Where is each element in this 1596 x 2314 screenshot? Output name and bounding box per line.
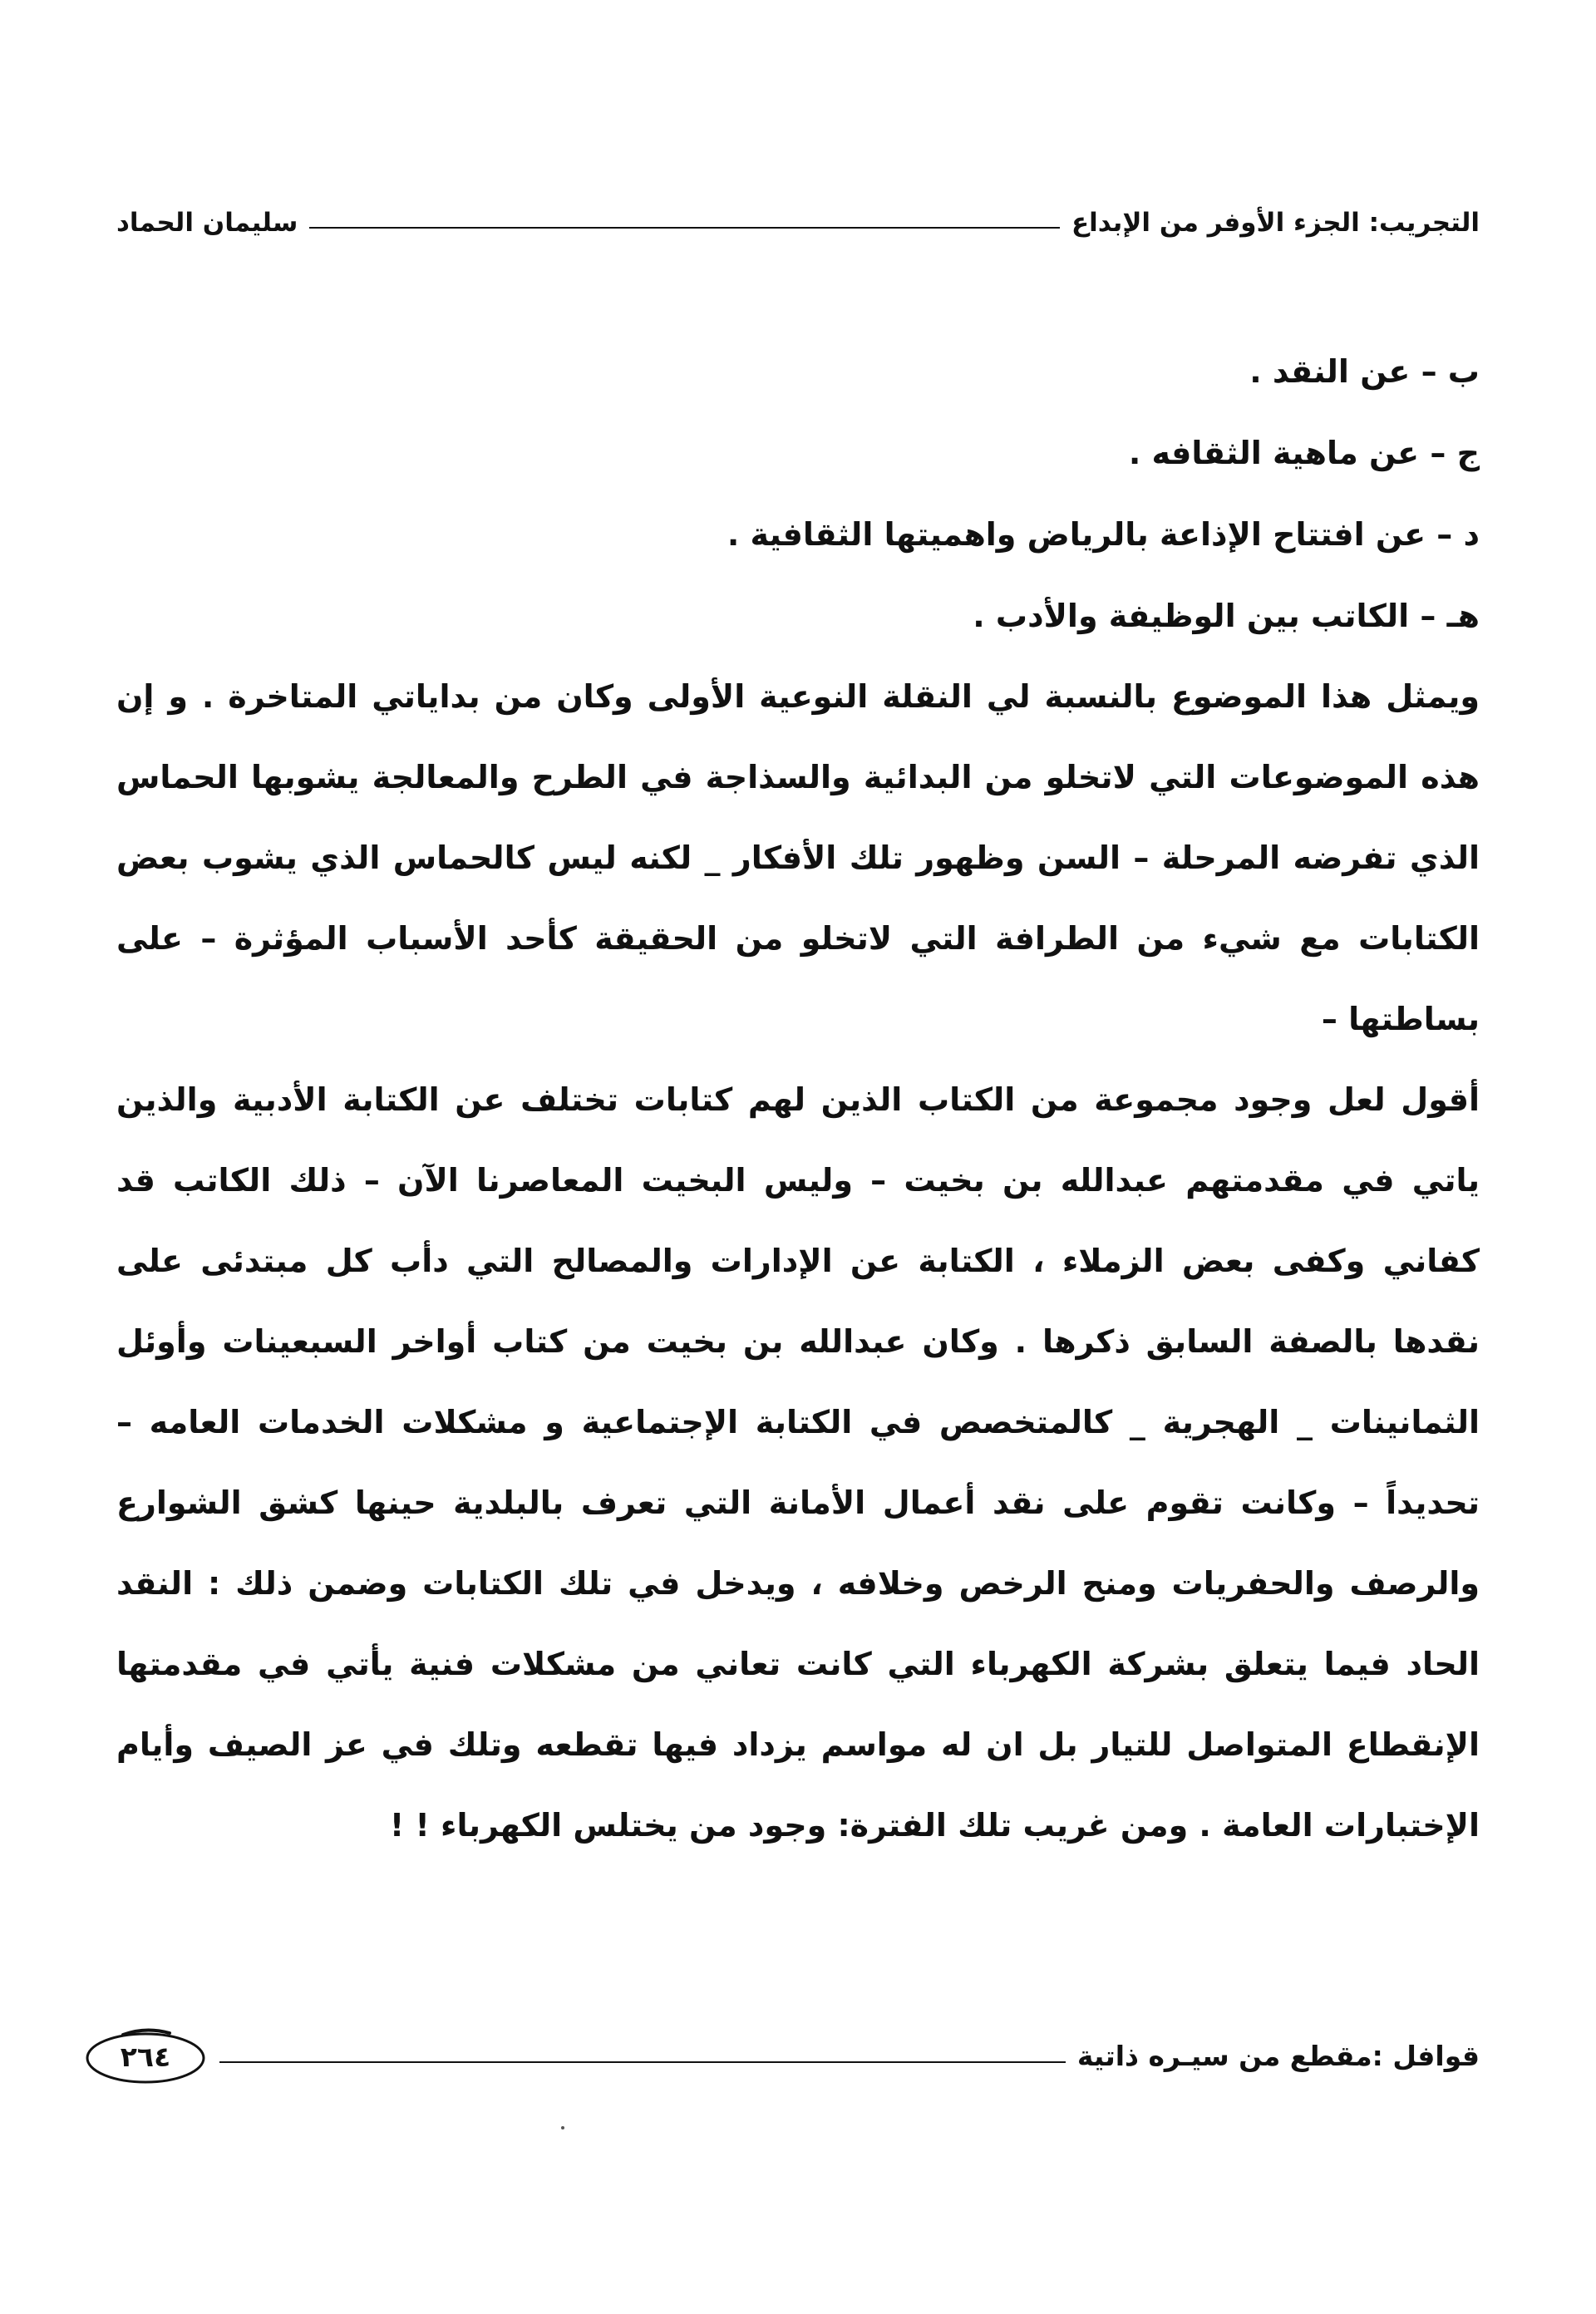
paragraph-1: ويمثل هذا الموضوع بالنسبة لي النقلة النوعية الأولى وكان من بداياتي المتاخرة . و إن هذه الموضوعات التي لاتخلو من البدائية والسذاجة في الطرح والمعالجة يشوبها الحماس الذي تفرضه المرحلة – السن وظهور تلك الأفكار _ لكنه ليس كالحماس الذي يشوب بعض الكتابات مع شيء من الطرافة التي لاتخلو من الحقيقة كأحد الأسباب المؤثرة – على بساطتها – [116, 678, 1480, 1037]
running-footer [83, 2018, 1480, 2093]
list-item-jim: ج – عن ماهية الثقافه . [1128, 435, 1480, 471]
header-author: سليمان الحماد [116, 208, 298, 238]
header-title: التجريب: الجزء الأوفر من الإبداع [1071, 208, 1480, 238]
list-item-ba: ب – عن النقد . [1249, 353, 1480, 390]
page-number: ٢٦٤ [120, 2041, 171, 2073]
footer-title: قوافل :مقطع من سيـره ذاتية [1076, 2039, 1480, 2072]
paragraph-2: أقول لعل وجود مجموعة من الكتاب الذين لهم كتابات تختلف عن الكتابة الأدبية والذين ياتي في مقدمتهم عبدالله بن بخيت – وليس البخيت المعاصرنا الآن – ذلك الكاتب قد كفاني وكفى بعض الزملاء ، الكتابة عن الإدارات والمصالح التي دأب كل مبتدئى على نقدها بالصفة السابق ذكرها . وكان عبدالله بن بخيت من كتاب أواخر السبعينات وأوئل الثمانينات _ الهجرية _ كالمتخصص في الكتابة الإجتماعية و مشكلات الخدمات العامه – تحديداً – وكانت تقوم على نقد أعمال الأمانة التي تعرف بالبلدية حينها كشق الشوارع والرصف والحفريات ومنح الرخص وخلافه ، ويدخل في تلك الكتابات وضمن ذلك : النقد الحاد فيما يتعلق بشركة الكهرباء التي كانت تعاني من مشكلات فنية يأتي في مقدمتها الإنقطاع المتواصل للتيار بل ان له مواسم يزداد فيها تقطعه وتلك في عز الصيف وأيام الإختبارات العامة . ومن غريب تلك الفترة: وجود من يختلس الكهرباء ! ! [116, 1081, 1480, 1844]
footer-rule [219, 2061, 1066, 2063]
list-item-dal: د – عن افتتاح الإذاعة بالرياض واهميتها الثقافية . [727, 516, 1480, 553]
scan-speck [561, 2126, 564, 2129]
page-body [116, 331, 1480, 1866]
header-rule [309, 227, 1060, 229]
page-number-badge [83, 2025, 208, 2086]
list-item-ha: هـ – الكاتب بين الوظيفة والأدب . [973, 598, 1480, 634]
running-header [116, 198, 1480, 248]
